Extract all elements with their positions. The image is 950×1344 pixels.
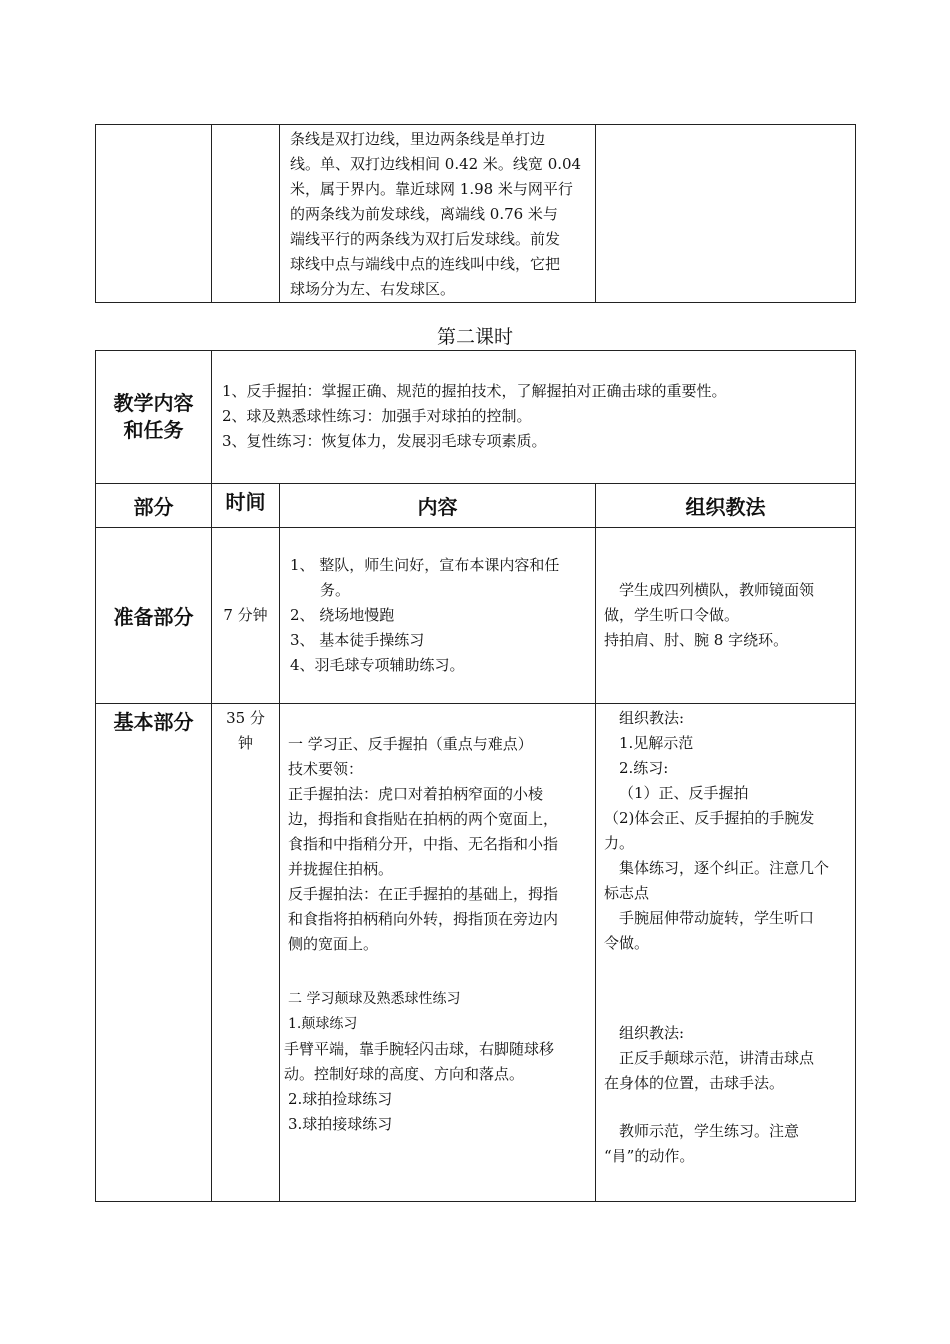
task-item: 2、球及熟悉球性练习：加强手对球拍的控制。 (222, 407, 532, 425)
section-title: 第二课时 (436, 326, 513, 348)
court-lines-content (280, 125, 596, 303)
prep-time: 7 分钟 (212, 528, 280, 704)
text-line: 米，属于界内。靠近球网 1.98 米与网平行 (290, 180, 573, 198)
text-line: 组织教法: (619, 709, 685, 727)
text-line: （2)体会正、反手握拍的手腕发 (604, 809, 815, 827)
tasks-label-line: 教学内容 (113, 391, 194, 415)
text-line: 的两条线为前发球线，离端线 0.76 米与 (290, 205, 558, 223)
text-line: 标志点 (604, 884, 650, 902)
header-row (96, 484, 856, 528)
empty-cell (596, 125, 856, 303)
text-line: 正反手颠球示范，讲清击球点 (619, 1049, 815, 1067)
basic-method (596, 704, 856, 1202)
text-line: 力。 (604, 834, 635, 852)
text-line: 做，学生听口令做。 (604, 606, 740, 624)
tasks-content (212, 351, 856, 484)
lesson-plan-table (95, 350, 856, 1202)
text-line: 反手握拍法：在正手握拍的基础上，拇指 (288, 885, 559, 903)
basic-part-label: 基本部分 (96, 704, 212, 1202)
text-line: 3、 基本徒手操练习 (290, 631, 425, 649)
text-line: 3.球拍接球练习 (288, 1115, 393, 1133)
prep-content (280, 528, 596, 704)
basic-content (280, 704, 596, 1202)
text-line: 并拢握住拍柄。 (288, 860, 394, 878)
text-line: 技术要领： (288, 760, 364, 778)
text-line: 学生成四列横队，教师镜面领 (619, 581, 815, 599)
basic-row (96, 704, 856, 1202)
text-line: 端线平行的两条线为双打后发球线。前发 (290, 230, 561, 248)
text-line: 务。 (320, 581, 351, 599)
text-line: 条线是双打边线，里边两条线是单打边 (290, 130, 546, 148)
time-line: 35 分 (226, 709, 265, 727)
text-line: （1）正、反手握拍 (619, 784, 749, 802)
basic-time (212, 704, 280, 1202)
text-line: 一 学习正、反手握拍（重点与难点） (288, 735, 533, 753)
tasks-label-line: 和任务 (123, 418, 184, 442)
text-line: 侧的宽面上。 (288, 935, 379, 953)
empty-cell (212, 125, 280, 303)
header-content: 内容 (280, 484, 596, 528)
text-line: 动。控制好球的高度、方向和落点。 (284, 1065, 525, 1083)
text-line: 1.见解示范 (619, 734, 694, 752)
text-line: 线。单、双打边线相间 0.42 米。线宽 0.04 (290, 155, 582, 173)
continuation-table (95, 124, 856, 303)
empty-cell (96, 125, 212, 303)
text-line: 手腕屈伸带动旋转，学生听口 (619, 909, 815, 927)
task-item: 1、反手握拍：掌握正确、规范的握拍技术，了解握拍对正确击球的重要性。 (222, 382, 727, 400)
text-line: 持拍肩、肘、腕 8 字绕环。 (604, 631, 789, 649)
text-line: 2、 绕场地慢跑 (290, 606, 395, 624)
text-line: 和食指将拍柄稍向外转，拇指顶在旁边内 (288, 910, 559, 928)
text-line: 1、 整队，师生问好，宣布本课内容和任 (290, 556, 560, 574)
text-line: 4、羽毛球专项辅助练习。 (290, 656, 465, 674)
text-line: 1.颠球练习 (288, 1016, 358, 1032)
text-line: 组织教法: (619, 1024, 685, 1042)
tasks-row (96, 351, 856, 484)
prep-method (596, 528, 856, 704)
text-line: 球线中点与端线中点的连线叫中线，它把 (290, 255, 561, 273)
text-line: 令做。 (604, 934, 650, 952)
time-line: 钟 (237, 734, 253, 752)
header-part: 部分 (96, 484, 212, 528)
task-item: 3、复性练习：恢复体力，发展羽毛球专项素质。 (222, 432, 547, 450)
text-line: 在身体的位置，击球手法。 (604, 1074, 785, 1092)
prep-part-label: 准备部分 (96, 528, 212, 704)
text-line: 2.球拍捡球练习 (288, 1090, 393, 1108)
text-line: 二 学习颠球及熟悉球性练习 (288, 991, 461, 1007)
text-line: 正手握拍法：虎口对着拍柄窄面的小棱 (288, 785, 544, 803)
text-line: 教师示范，学生练习。注意 (619, 1122, 800, 1140)
prep-row (96, 528, 856, 704)
text-line: 集体练习，逐个纠正。注意几个 (619, 859, 830, 877)
text-line: 手臂平端，靠手腕轻闪击球，右脚随球移 (284, 1040, 555, 1058)
text-line: “肙”的动作。 (604, 1147, 695, 1165)
tasks-label (96, 351, 212, 484)
header-method: 组织教法 (596, 484, 856, 528)
text-line: 2.练习: (619, 759, 669, 777)
header-time: 时间 (212, 484, 280, 528)
text-line: 食指和中指稍分开，中指、无名指和小指 (288, 835, 559, 853)
text-line: 球场分为左、右发球区。 (290, 280, 456, 298)
text-line: 边，拇指和食指贴在拍柄的两个宽面上， (288, 810, 559, 828)
